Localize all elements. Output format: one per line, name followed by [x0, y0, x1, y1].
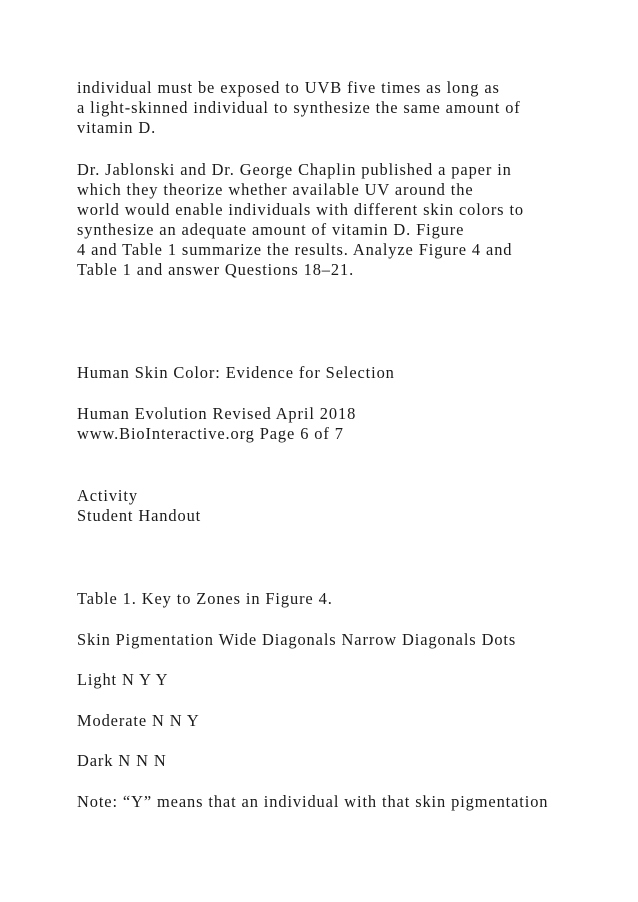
table-row: Moderate N N Y — [77, 711, 200, 730]
document-title: Human Skin Color: Evidence for Selection — [77, 363, 395, 382]
paragraph-line: Dr. Jablonski and Dr. George Chaplin published a paper in — [77, 160, 512, 179]
activity-label: Activity — [77, 486, 138, 505]
paragraph-line: Table 1 and answer Questions 18–21. — [77, 260, 355, 279]
paragraph-line: synthesize an adequate amount of vitamin D. Figure — [77, 220, 465, 239]
paragraph-line: 4 and Table 1 summarize the results. Analyze Figure 4 and — [77, 240, 513, 259]
paragraph-line: individual must be exposed to UVB five times as long as — [77, 78, 500, 97]
student-handout-label: Student Handout — [77, 506, 202, 525]
paragraph-line: a light-skinned individual to synthesize the same amount of — [77, 98, 521, 117]
table-row: Dark N N N — [77, 751, 167, 770]
table-header-row: Skin Pigmentation Wide Diagonals Narrow Diagonals Dots — [77, 630, 517, 649]
revision-line: Human Evolution Revised April 2018 — [77, 404, 357, 423]
website-page-line: www.BioInteractive.org Page 6 of 7 — [77, 424, 344, 443]
table-caption: Table 1. Key to Zones in Figure 4. — [77, 589, 333, 608]
paragraph-line: which they theorize whether available UV around the — [77, 180, 474, 199]
paragraph-line: world would enable individuals with different skin colors to — [77, 200, 525, 219]
paragraph-line: vitamin D. — [77, 118, 157, 137]
table-note: Note: “Y” means that an individual with that skin pigmentation — [77, 792, 549, 811]
table-row: Light N Y Y — [77, 670, 169, 689]
